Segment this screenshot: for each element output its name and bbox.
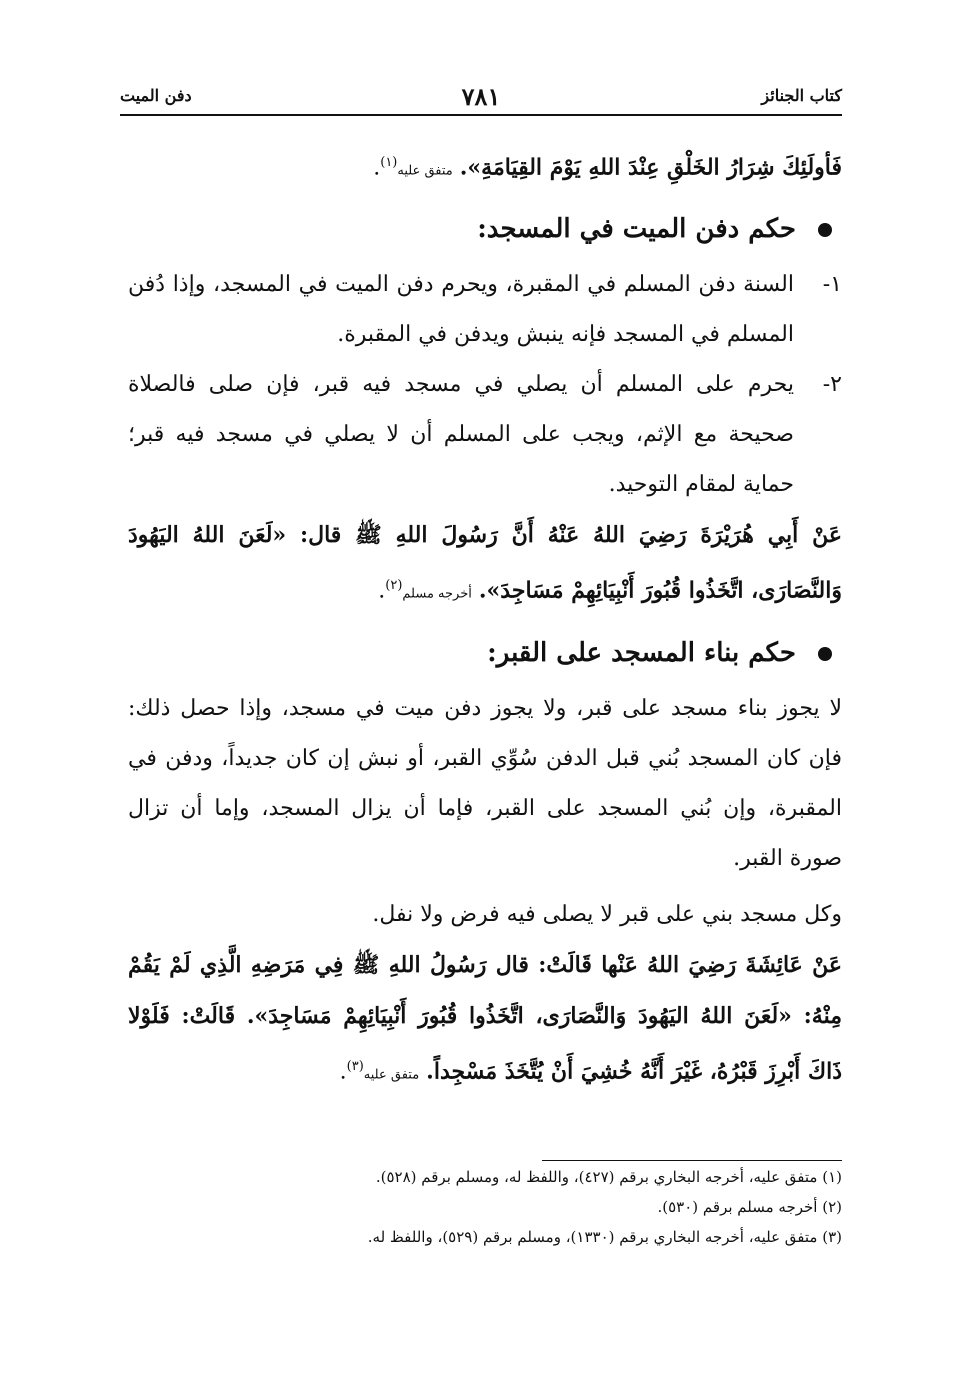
bullet-icon (818, 647, 832, 661)
footnote-2: (٢) أخرجه مسلم برقم (٥٣٠). (657, 1198, 842, 1216)
footnote-divider (542, 1160, 842, 1161)
page-header (120, 84, 842, 116)
section-heading-mosque-over-grave (128, 626, 842, 680)
item-text: السنة دفن المسلم في المقبرة، ويحرم دفن الميت في المسجد، وإذا دُفن المسلم في المسجد فإنه ينبش ويدفن في المقبرة. (128, 272, 794, 348)
numbered-item-2 (128, 360, 842, 510)
section1-heading-text: حكم دفن الميت في المسجد: (477, 214, 796, 245)
section-heading-burial-in-mosque (128, 202, 842, 256)
footnote-ref-3: (٣) (346, 1058, 364, 1074)
chapter-title: دفن الميت (120, 86, 192, 105)
section2-paragraph-1: لا يجوز بناء مسجد على قبر، ولا يجوز دفن ميت في مسجد، وإذا حصل ذلك: فإن كان المسجد بُني قبل الدفن سُوِّي القبر، أو نبش إن كان جديداً، ودفن في المقبرة، وإن بُني المسجد على القبر، فإما أن يزال المسجد، وإما أن تزال صورة القبر. (128, 695, 842, 871)
footnotes (300, 1162, 842, 1252)
section2-hadith: عَنْ عَائِشَةَ رَضِيَ اللهُ عَنْها قَالَتْ: قال رَسُولُ اللهِ ﷺ فِي مَرَضِهِ الَّذِي لَمْ يَقُمْ مِنْهُ: «لَعَنَ اللهُ اليَهُودَ وَالنَّصَارَى، اتَّخَذُوا قُبُورَ أَنْبِيَائِهِمْ مَسَاجِدَ». قَالَتْ: فَلَوْلا ذَاكَ أَبْرِزَ قَبْرُهُ، غَيْرَ أَنَّهُ خُشِيَ أَنْ يُتَّخَذَ مَسْجِداً. متفق عليه$^{(٣)}$. (128, 951, 842, 1084)
item-number: ١- (822, 272, 842, 298)
bullet-icon (818, 223, 832, 237)
page-number: ٧٨١ (461, 82, 501, 111)
footnote-3: (٣) متفق عليه، أخرجه البخاري برقم (١٣٣٠)، ومسلم برقم (٥٢٩)، واللفظ له. (367, 1228, 842, 1246)
section2-heading-text: حكم بناء المسجد على القبر: (487, 637, 796, 668)
footnote-ref-2: (٢) (385, 578, 403, 594)
opening-hadith: فَأولَئِكَ شِرَارُ الخَلْقِ عِنْدَ اللهِ يَوْمَ القِيَامَةِ». متفق عليه$^{(١)}$. (373, 154, 842, 181)
page-body (128, 138, 842, 1100)
section2-paragraph-2: وكل مسجد بني على قبر لا يصلى فيه فرض ولا نفل. (372, 901, 842, 927)
item-text: يحرم على المسلم أن يصلي في مسجد فيه قبر، فإن صلى فالصلاة صحيحة مع الإثم، ويجب على المسلم أن لا يصلي في مسجد فيه قبر؛ حماية لمقام التوحيد. (128, 372, 794, 498)
section1-hadith-text: عَنْ أَبِي هُرَيْرَةَ رَضِيَ اللهُ عَنْهُ أَنَّ رَسُولَ اللهِ ﷺ قال: «لَعَنَ اللهُ اليَهُودَ وَالنَّصَارَى، اتَّخَذُوا قُبُورَ أَنْبِيَائِهِمْ مَسَاجِدَ». (128, 522, 842, 604)
opening-hadith-source: متفق عليه (397, 163, 453, 179)
section1-hadith-source: أخرجه مسلم (402, 586, 472, 602)
item-number: ٢- (822, 372, 842, 398)
section2-hadith-text: عَنْ عَائِشَةَ رَضِيَ اللهُ عَنْها قَالَتْ: قال رَسُولُ اللهِ ﷺ فِي مَرَضِهِ الَّذِي لَمْ يَقُمْ مِنْهُ: «لَعَنَ اللهُ اليَهُودَ وَالنَّصَارَى، اتَّخَذُوا قُبُورَ أَنْبِيَائِهِمْ مَسَاجِدَ». قَالَتْ: فَلَوْلا ذَاكَ أَبْرِزَ قَبْرُهُ، غَيْرَ أَنَّهُ خُشِيَ أَنْ يُتَّخَذَ مَسْجِداً. (128, 951, 842, 1084)
section2-hadith-source: متفق عليه (363, 1066, 420, 1082)
numbered-item-1 (128, 260, 842, 360)
footnote-1: (١) متفق عليه، أخرجه البخاري برقم (٤٢٧)، واللفظ له، ومسلم برقم (٥٢٨). (375, 1168, 842, 1186)
opening-hadith-text: فَأولَئِكَ شِرَارُ الخَلْقِ عِنْدَ اللهِ يَوْمَ القِيَامَةِ». (459, 154, 842, 181)
section1-hadith: عَنْ أَبِي هُرَيْرَةَ رَضِيَ اللهُ عَنْهُ أَنَّ رَسُولَ اللهِ ﷺ قال: «لَعَنَ اللهُ اليَهُودَ وَالنَّصَارَى، اتَّخَذُوا قُبُورَ أَنْبِيَائِهِمْ مَسَاجِدَ». أخرجه مسلم$^{(٢)}$. (128, 522, 842, 604)
footnote-ref-1: (١) (380, 155, 398, 170)
book-title: كتاب الجنائز (761, 86, 842, 105)
